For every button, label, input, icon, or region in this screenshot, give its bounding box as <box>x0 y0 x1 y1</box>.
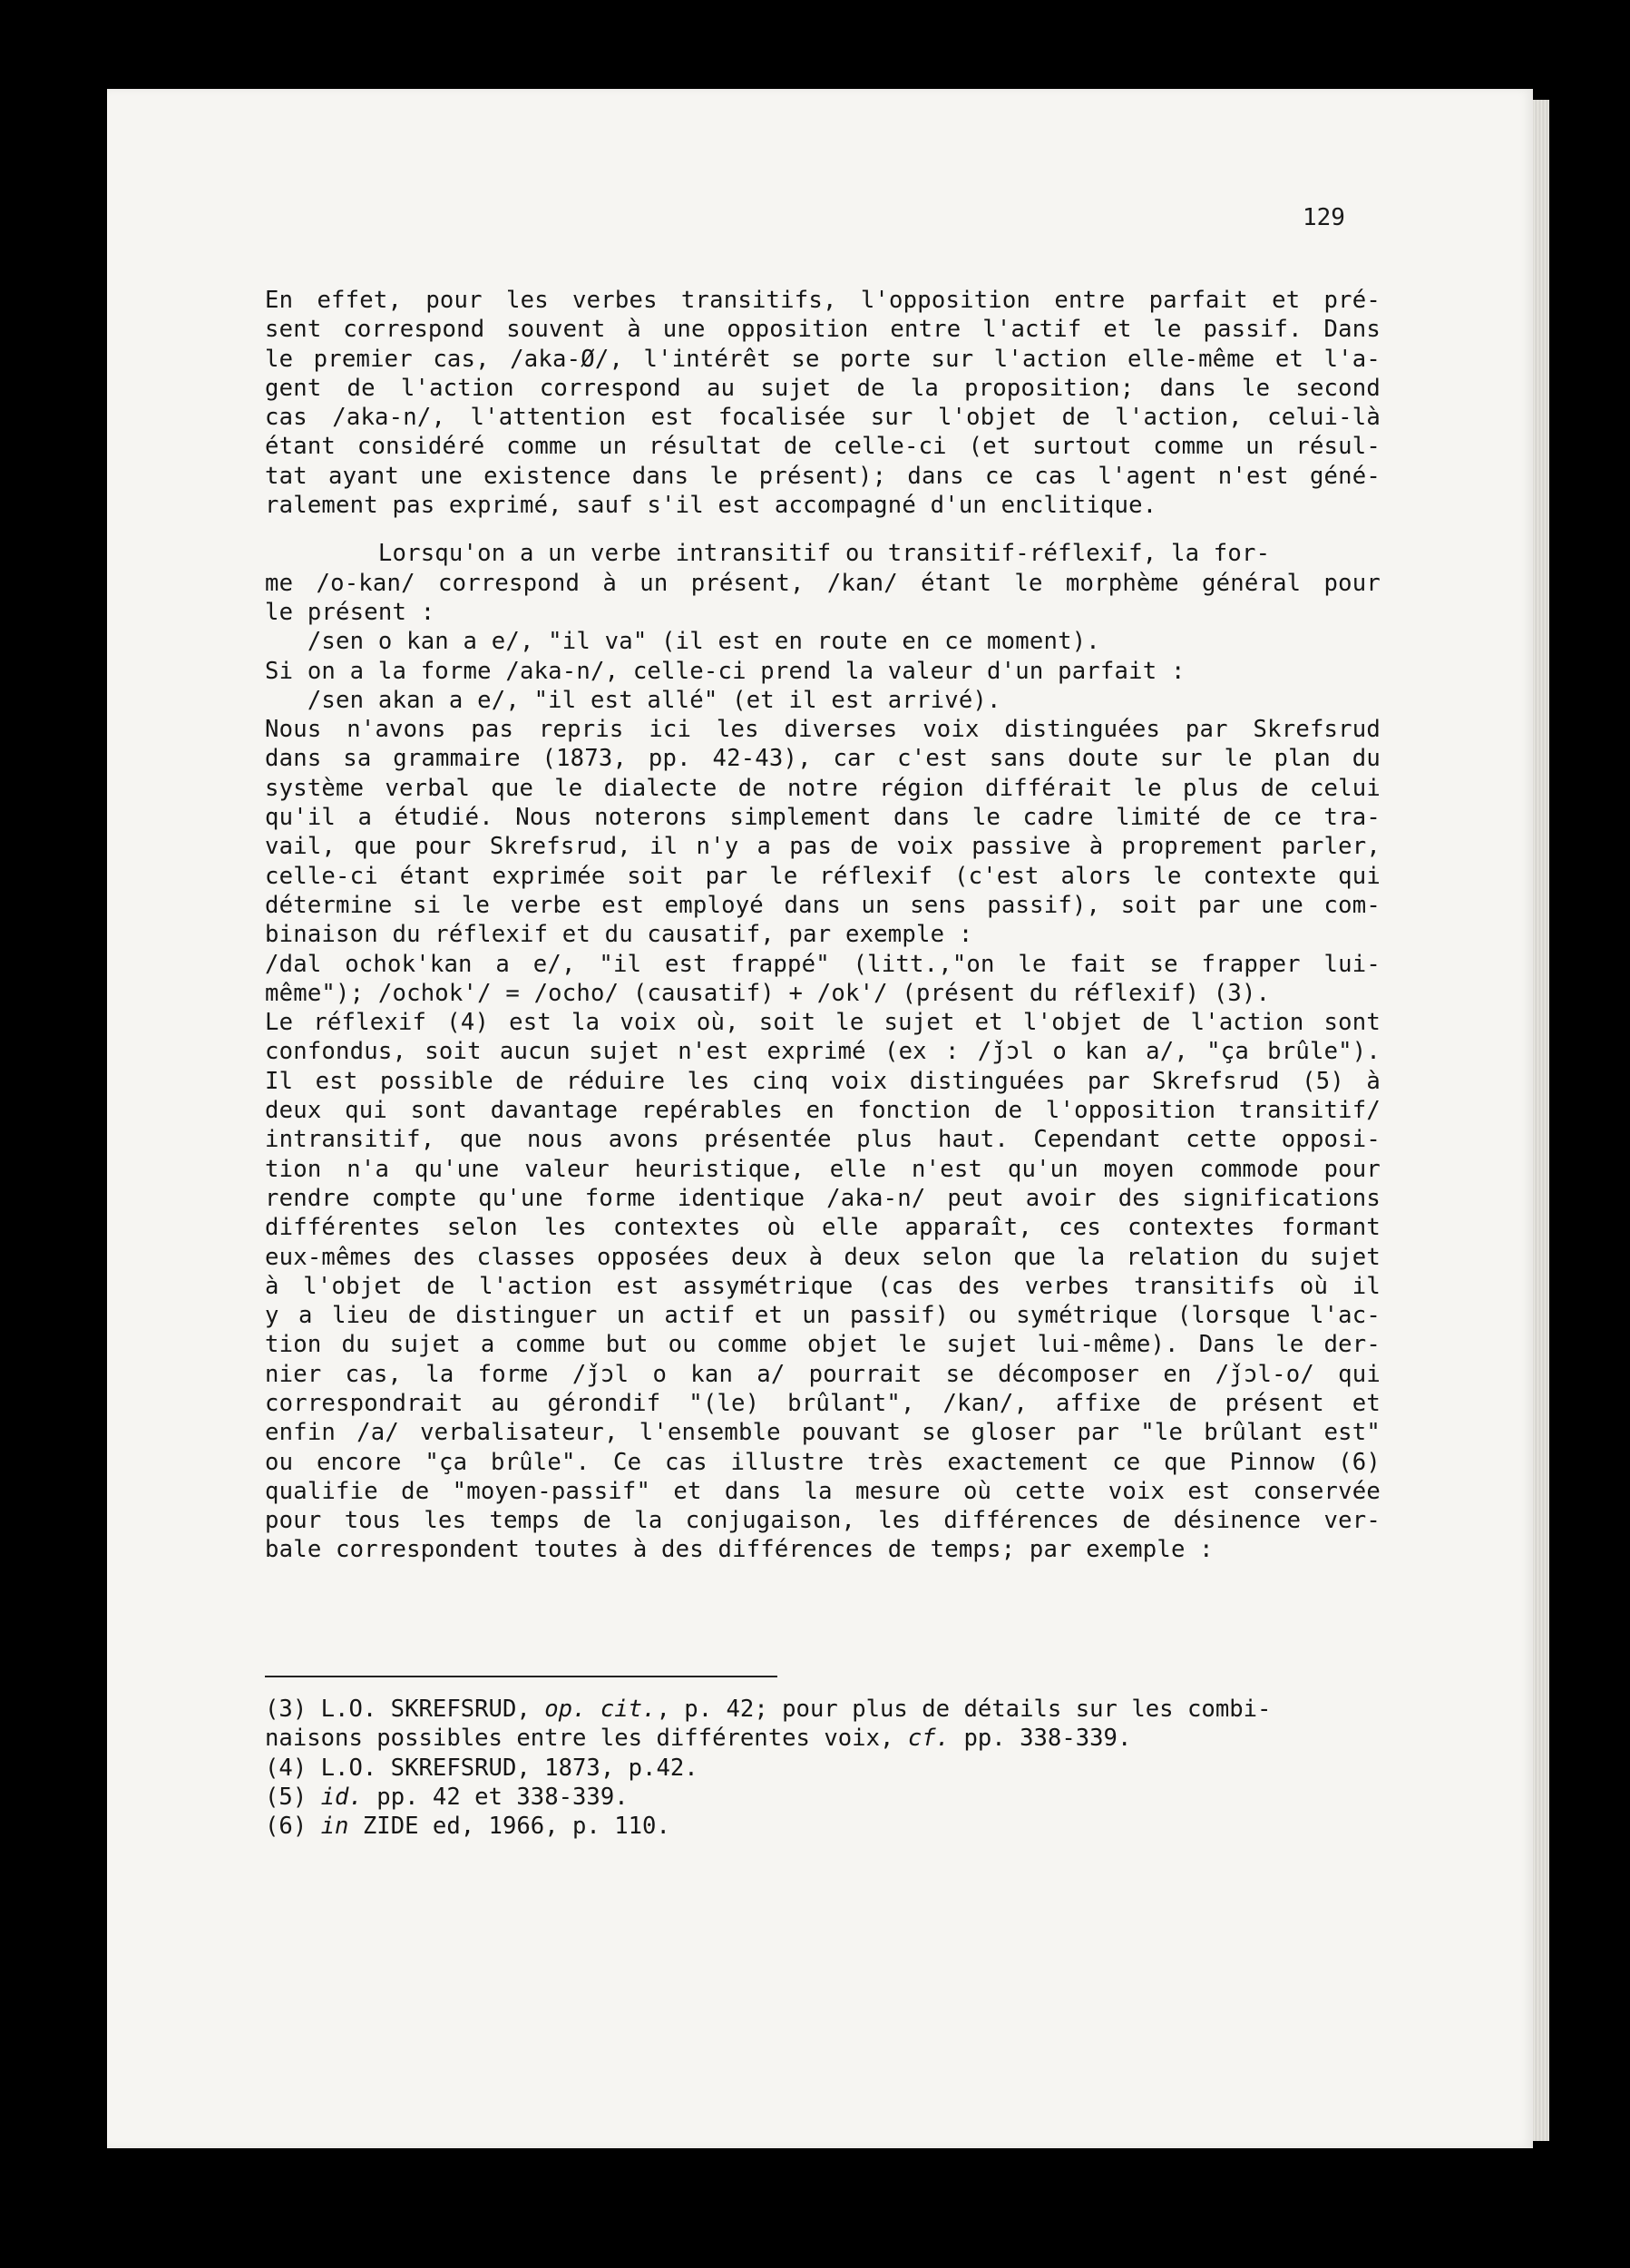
text-line: eux-mêmes des classes opposées deux à deux selon que la relation du sujet <box>265 1243 1381 1271</box>
footnote-number: (4) <box>265 1754 321 1782</box>
page-edges <box>1533 100 1549 2141</box>
text-line: à l'objet de l'action est assymétrique (cas des verbes transitifs où il <box>265 1272 1381 1300</box>
text-line: /sen o kan a e/, "il va" (il est en route en ce moment). <box>265 628 1100 656</box>
footnote-before: L.O. SKREFSRUD, 1873, p.42. <box>320 1754 698 1782</box>
footnote-number: (6) <box>265 1813 321 1841</box>
footnote-italic: in <box>320 1813 349 1841</box>
text-line: /sen akan a e/, "il est allé" (et il est arrivé). <box>265 686 1001 714</box>
text-line: tat ayant une existence dans le présent); dans ce cas l'agent n'est géné- <box>265 462 1381 490</box>
text-line: dans sa grammaire (1873, pp. 42-43), car c'est sans doute sur le plan du <box>265 745 1381 773</box>
footnote-rule <box>265 1676 777 1677</box>
footnote-italic: op. cit. <box>544 1696 657 1723</box>
footnotes <box>265 1695 1381 1841</box>
text-line: /dal ochok'kan a e/, "il est frappé" (litt.,"on le fait se frapper lui- <box>265 950 1381 978</box>
text-line: intransitif, que nous avons présentée plus haut. Cependant cette opposi- <box>265 1126 1381 1154</box>
text-line: détermine si le verbe est employé dans un sens passif), soit par une com- <box>265 891 1381 919</box>
page-number: 129 <box>1303 204 1345 231</box>
text-line: gent de l'action correspond au sujet de la proposition; dans le second <box>265 374 1381 402</box>
text-line: système verbal que le dialecte de notre région différait le plus de celui <box>265 774 1381 802</box>
text-line: Nous n'avons pas repris ici les diverses voix distinguées par Skrefsrud <box>265 716 1381 744</box>
text-line: nier cas, la forme /ǰɔl o kan a/ pourrait se décomposer en /ǰɔl-o/ qui <box>265 1360 1381 1388</box>
text-line: enfin /a/ verbalisateur, l'ensemble pouvant se gloser par "le brûlant est" <box>265 1419 1381 1447</box>
text-line: tion n'a qu'une valeur heuristique, elle n'est qu'un moyen commode pour <box>265 1155 1381 1183</box>
body-text <box>265 286 1381 1565</box>
footnote-number: (3) <box>265 1696 321 1723</box>
text-line: Il est possible de réduire les cinq voix distinguées par Skrefsrud (5) à <box>265 1067 1381 1095</box>
text-line: Si on a la forme /aka-n/, celle-ci prend la valeur d'un parfait : <box>265 657 1186 685</box>
footnote-line <box>265 1695 1381 1724</box>
text-line: confondus, soit aucun sujet n'est exprimé (ex : /ǰɔl o kan a/, "ça brûle"). <box>265 1038 1381 1066</box>
text-line: En effet, pour les verbes transitifs, l'opposition entre parfait et pré- <box>265 287 1381 314</box>
footnote-line <box>265 1783 1381 1812</box>
footnote-after: , p. 42; pour plus de détails sur les combi- <box>656 1696 1272 1723</box>
text-line: ralement pas exprimé, sauf s'il est accompagné d'un enclitique. <box>265 492 1157 520</box>
footnote-line <box>265 1754 1381 1783</box>
text-line: binaison du réflexif et du causatif, par exemple : <box>265 921 973 949</box>
text-line: différentes selon les contextes où elle apparaît, ces contextes formant <box>265 1214 1381 1242</box>
text-line: me /o-kan/ correspond à un présent, /kan/ étant le morphème général pour <box>265 569 1381 597</box>
text-line: qu'il a étudié. Nous noterons simplement dans le cadre limité de ce tra- <box>265 804 1381 832</box>
footnote-line <box>265 1724 1381 1753</box>
text-line: le présent : <box>265 598 435 626</box>
text-line: rendre compte qu'une forme identique /aka-n/ peut avoir des significations <box>265 1184 1381 1212</box>
text-line: le premier cas, /aka-Ø/, l'intérêt se porte sur l'action elle-même et l'a- <box>265 345 1381 373</box>
text-line: Lorsqu'on a un verbe intransitif ou transitif-réflexif, la for- <box>265 540 1271 568</box>
text-line: ou encore "ça brûle". Ce cas illustre très exactement ce que Pinnow (6) <box>265 1448 1381 1476</box>
text-line: Le réflexif (4) est la voix où, soit le sujet et l'objet de l'action sont <box>265 1009 1381 1037</box>
footnote-after: pp. 338-339. <box>950 1725 1132 1753</box>
text-line: bale correspondent toutes à des différences de temps; par exemple : <box>265 1536 1214 1564</box>
text-line: tion du sujet a comme but ou comme objet le sujet lui-même). Dans le der- <box>265 1331 1381 1359</box>
footnote-after: ZIDE ed, 1966, p. 110. <box>348 1813 670 1841</box>
text-line: pour tous les temps de la conjugaison, les différences de désinence ver- <box>265 1507 1381 1535</box>
footnote-before: naisons possibles entre les différentes voix, <box>265 1725 908 1753</box>
text-line: deux qui sont davantage repérables en fonction de l'opposition transitif/ <box>265 1097 1381 1125</box>
text-line: correspondrait au gérondif "(le) brûlant", /kan/, affixe de présent et <box>265 1389 1381 1417</box>
text-line: qualifie de "moyen-passif" et dans la mesure où cette voix est conservée <box>265 1477 1381 1505</box>
text-line: vail, que pour Skrefsrud, il n'y a pas de voix passive à proprement parler, <box>265 833 1381 861</box>
text-line: même"); /ochok'/ = /ocho/ (causatif) + /ok'/ (présent du réflexif) (3). <box>265 979 1271 1007</box>
text-line: étant considéré comme un résultat de celle-ci (et surtout comme un résul- <box>265 433 1381 461</box>
footnote-italic: cf. <box>907 1725 951 1753</box>
footnote-before: L.O. SKREFSRUD, <box>320 1696 545 1723</box>
text-line: sent correspond souvent à une opposition entre l'actif et le passif. Dans <box>265 316 1381 344</box>
text-line: celle-ci étant exprimée soit par le réflexif (c'est alors le contexte qui <box>265 862 1381 890</box>
paragraph-gap <box>265 520 1381 539</box>
footnote-number: (5) <box>265 1783 321 1811</box>
footnote-line <box>265 1812 1381 1841</box>
footnote-italic: id. <box>320 1783 363 1811</box>
text-line: cas /aka-n/, l'attention est focalisée sur l'objet de l'action, celui-là <box>265 404 1381 432</box>
footnote-after: pp. 42 et 338-339. <box>362 1783 629 1811</box>
text-line: y a lieu de distinguer un actif et un passif) ou symétrique (lorsque l'ac- <box>265 1302 1381 1330</box>
